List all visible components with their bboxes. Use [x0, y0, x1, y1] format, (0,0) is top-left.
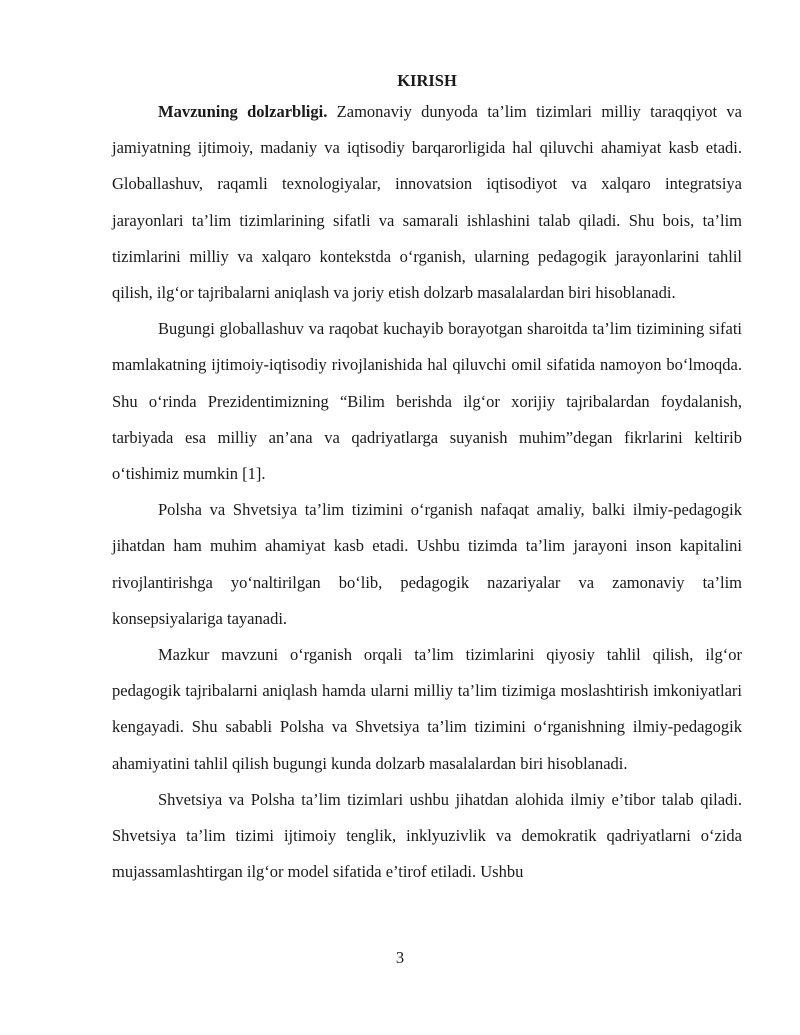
- paragraph-sweden-poland: Shvetsiya va Polsha ta’lim tizimlari ushbu jihatdan alohida ilmiy e’tibor talab qiladi. Shvetsiya ta’lim tizimi ijtimoiy tenglik, inklyuzivlik va demokratik qadriyatlarni o‘zida mujassamlashtirgan ilg‘or model sifatida e’tirof etiladi. Ushbu: [112, 789, 742, 882]
- paragraph-relevance: [112, 94, 742, 311]
- paragraph-text: Zamonaviy dunyoda ta’lim tizimlari milliy taraqqiyot va jamiyatning ijtimoiy, madaniy va iqtisodiy barqarorligida hal qiluvchi ahamiyat kasb etadi. Globallashuv, raqamli texnologiyalar, innovatsion iqtisodiyot va xalqaro integratsiya jarayonlari ta’lim tizimlarining sifatli va samarali ishlashini talab qiladi. Shu bois, ta’lim tizimlarini milliy va xalqaro kontekstda o‘rganish, ularning pedagogik jarayonlarini tahlil qilish, ilg‘or tajribalarni aniqlash va joriy etish dolzarb masalalardan biri hisoblanadi.: [112, 102, 742, 303]
- paragraph-globalization: Bugungi globallashuv va raqobat kuchayib borayotgan sharoitda ta’lim tizimining sifati mamlakatning ijtimoiy-iqtisodiy rivojlanishida hal qiluvchi omil sifatida namoyon bo‘lmoqda. Shu o‘rinda Prezidentimizning “Bilim berishda ilg‘or xorijiy tajribalardan foydalanish, tarbiyada esa milliy an’ana va qadriyatlarga suyanish muhim”degan fikrlarini keltirib o‘tishimiz mumkin [1].: [112, 319, 742, 484]
- paragraph-lead: Mavzuning dolzarbligi.: [158, 102, 328, 121]
- document-page: [112, 70, 742, 890]
- paragraph-poland-sweden: Polsha va Shvetsiya ta’lim tizimini o‘rganish nafaqat amaliy, balki ilmiy-pedagogik jihatdan ham muhim ahamiyat kasb etadi. Ushbu tizimda ta’lim jarayoni inson kapitalini rivojlantirishga yo‘naltirilgan bo‘lib, pedagogik nazariyalar va zamonaviy ta’lim konsepsiyalariga tayanadi.: [112, 500, 742, 628]
- section-heading: KIRISH: [397, 71, 457, 90]
- paragraph-comparative: Mazkur mavzuni o‘rganish orqali ta’lim tizimlarini qiyosiy tahlil qilish, ilg‘or pedagogik tajribalarni aniqlash hamda ularni milliy ta’lim tizimiga moslashtirish imkoniyatlari kengayadi. Shu sababli Polsha va Shvetsiya ta’lim tizimini o‘rganishning ilmiy-pedagogik ahamiyatini tahlil qilish bugungi kunda dolzarb masalalardan biri hisoblanadi.: [112, 645, 742, 773]
- page-number: 3: [395, 948, 405, 967]
